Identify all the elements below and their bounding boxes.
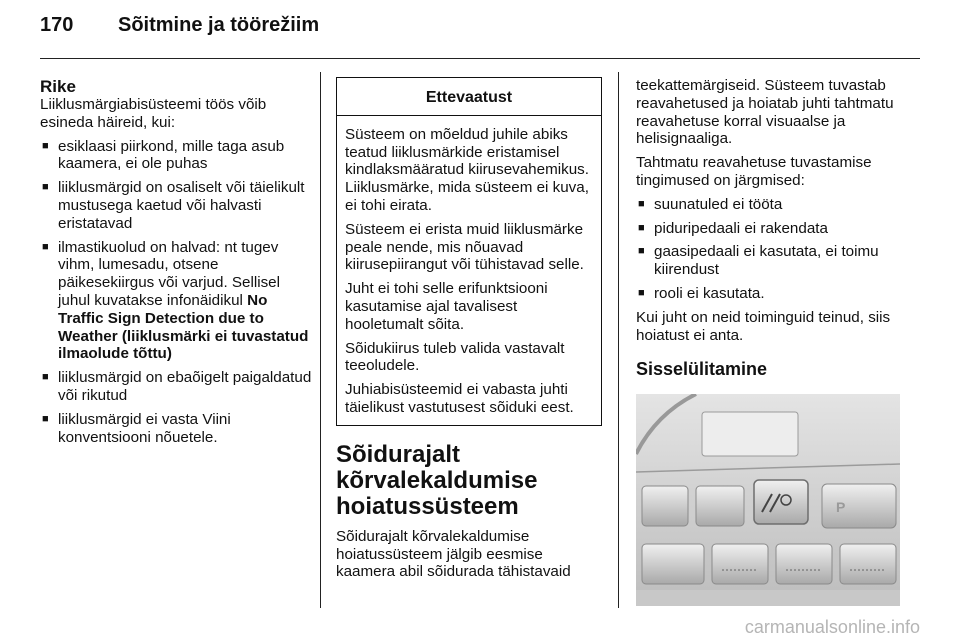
column-3 bbox=[636, 77, 908, 606]
bullet-icon: ■ bbox=[42, 181, 49, 194]
lane-paragraph-3: Kui juht on neid toiminguid teinud, siis hoiatust ei anta. bbox=[636, 308, 891, 344]
lane-departure-text: Sõidurajalt kõrvalekaldumise hoiatussüsteem jälgib eesmise kaamera abil sõidurada tähistavaid bbox=[336, 527, 571, 581]
header-rule bbox=[40, 58, 920, 59]
column-divider-2 bbox=[618, 72, 619, 608]
conditions-list bbox=[636, 196, 908, 303]
list-item: ■ rooli ei kasutata. bbox=[638, 284, 765, 302]
list-item: ■ piduripedaali ei rakendata bbox=[638, 219, 828, 237]
park-assist-label: P bbox=[836, 499, 846, 516]
list-item: ■ suunatuled ei tööta bbox=[638, 195, 783, 213]
warning-paragraph: Juhiabisüsteemid ei vabasta juhti täielikust vastutusest sõiduki eest. bbox=[345, 381, 574, 416]
watermark: carmanualsonline.info bbox=[744, 617, 920, 637]
section-heading-rike: Rike bbox=[40, 77, 76, 96]
section-heading-activation: Sisselülitamine bbox=[636, 359, 768, 380]
bullet-icon: ■ bbox=[42, 139, 49, 152]
bullet-icon: ■ bbox=[638, 286, 645, 299]
page-number: 170 bbox=[40, 14, 74, 36]
lane-paragraph-2: Tahtmatu reavahetuse tuvastamise tingimused on järgmised: bbox=[636, 154, 872, 189]
column-1 bbox=[40, 77, 312, 452]
bullet-icon: ■ bbox=[638, 245, 645, 258]
bullet-icon: ■ bbox=[42, 371, 49, 384]
dashboard-button-photo bbox=[636, 394, 900, 606]
bullet-icon: ■ bbox=[638, 197, 645, 210]
section-heading-lane-departure: Sõidurajalt kõrvalekaldumise hoiatussüsteem bbox=[336, 440, 538, 520]
warning-box bbox=[336, 77, 602, 426]
lane-paragraph-1: teekattemärgiseid. Süsteem tuvastab reavahetused ja hoiatab juhti tahtmatu reavahetuse korral visuaalse ja helisignaaliga. bbox=[636, 77, 894, 148]
list-item: ■ liiklusmärgid on osaliselt või täielikult mustusega kaetud või halvasti eristatavad bbox=[42, 179, 305, 232]
rike-intro: Liiklusmärgiabisüsteemi töös võib esineda häireid, kui: bbox=[40, 96, 267, 131]
bullet-icon: ■ bbox=[42, 412, 49, 425]
display-message: No Traffic Sign Detection due to Weather (liiklusmärki ei tuvastatud ilmaolude tõttu) bbox=[58, 291, 309, 363]
list-item: ■ ilmastikuolud on halvad: nt tugev vihm, lumesadu, otsene päikesekiirgus või varjud. Sellisel juhul kuvatakse infonäidikul No Traffic Sign Detection due to Weather (liiklusmärki ei tuvastatud ilmaolude tõttu) bbox=[42, 238, 309, 363]
list-item: ■ liiklusmärgid ei vasta Viini konventsiooni nõuetele. bbox=[42, 410, 231, 446]
list-item: ■ gaasipedaali ei kasutata, ei toimu kiirendust bbox=[638, 243, 879, 279]
warning-paragraph: Juht ei tohi selle erifunktsiooni kasutamise ajal tavalisest hooletumalt sõita. bbox=[345, 280, 548, 333]
warning-paragraph: Süsteem ei erista muid liiklusmärke peale nende, mis nõuavad kiirusepiirangut või tühistavad selle. bbox=[345, 220, 584, 274]
warning-title: Ettevaatust bbox=[337, 78, 601, 116]
warning-paragraph: Süsteem on mõeldud juhile abiks teatud liiklusmärkide eristamisel kindlaksmääratud kiirusevahemikus. Liiklusmärke, mida süsteem ei kuva, ei tohi eirata. bbox=[345, 125, 589, 214]
page-header-title: Sõitmine ja töörežiim bbox=[118, 14, 320, 36]
column-divider-1 bbox=[320, 72, 321, 608]
list-item: ■ esiklaasi piirkond, mille taga asub kaamera, ei ole puhas bbox=[42, 137, 285, 173]
bullet-icon: ■ bbox=[638, 221, 645, 234]
list-item: ■ liiklusmärgid on ebaõigelt paigaldatud või rikutud bbox=[42, 369, 312, 404]
warning-body bbox=[337, 116, 601, 425]
dashboard-panel-illustration bbox=[636, 394, 900, 606]
rike-list bbox=[40, 138, 312, 447]
bullet-icon: ■ bbox=[42, 240, 49, 253]
column-2 bbox=[336, 77, 602, 587]
warning-paragraph: Sõidukiirus tuleb valida vastavalt teeoludele. bbox=[345, 339, 565, 375]
